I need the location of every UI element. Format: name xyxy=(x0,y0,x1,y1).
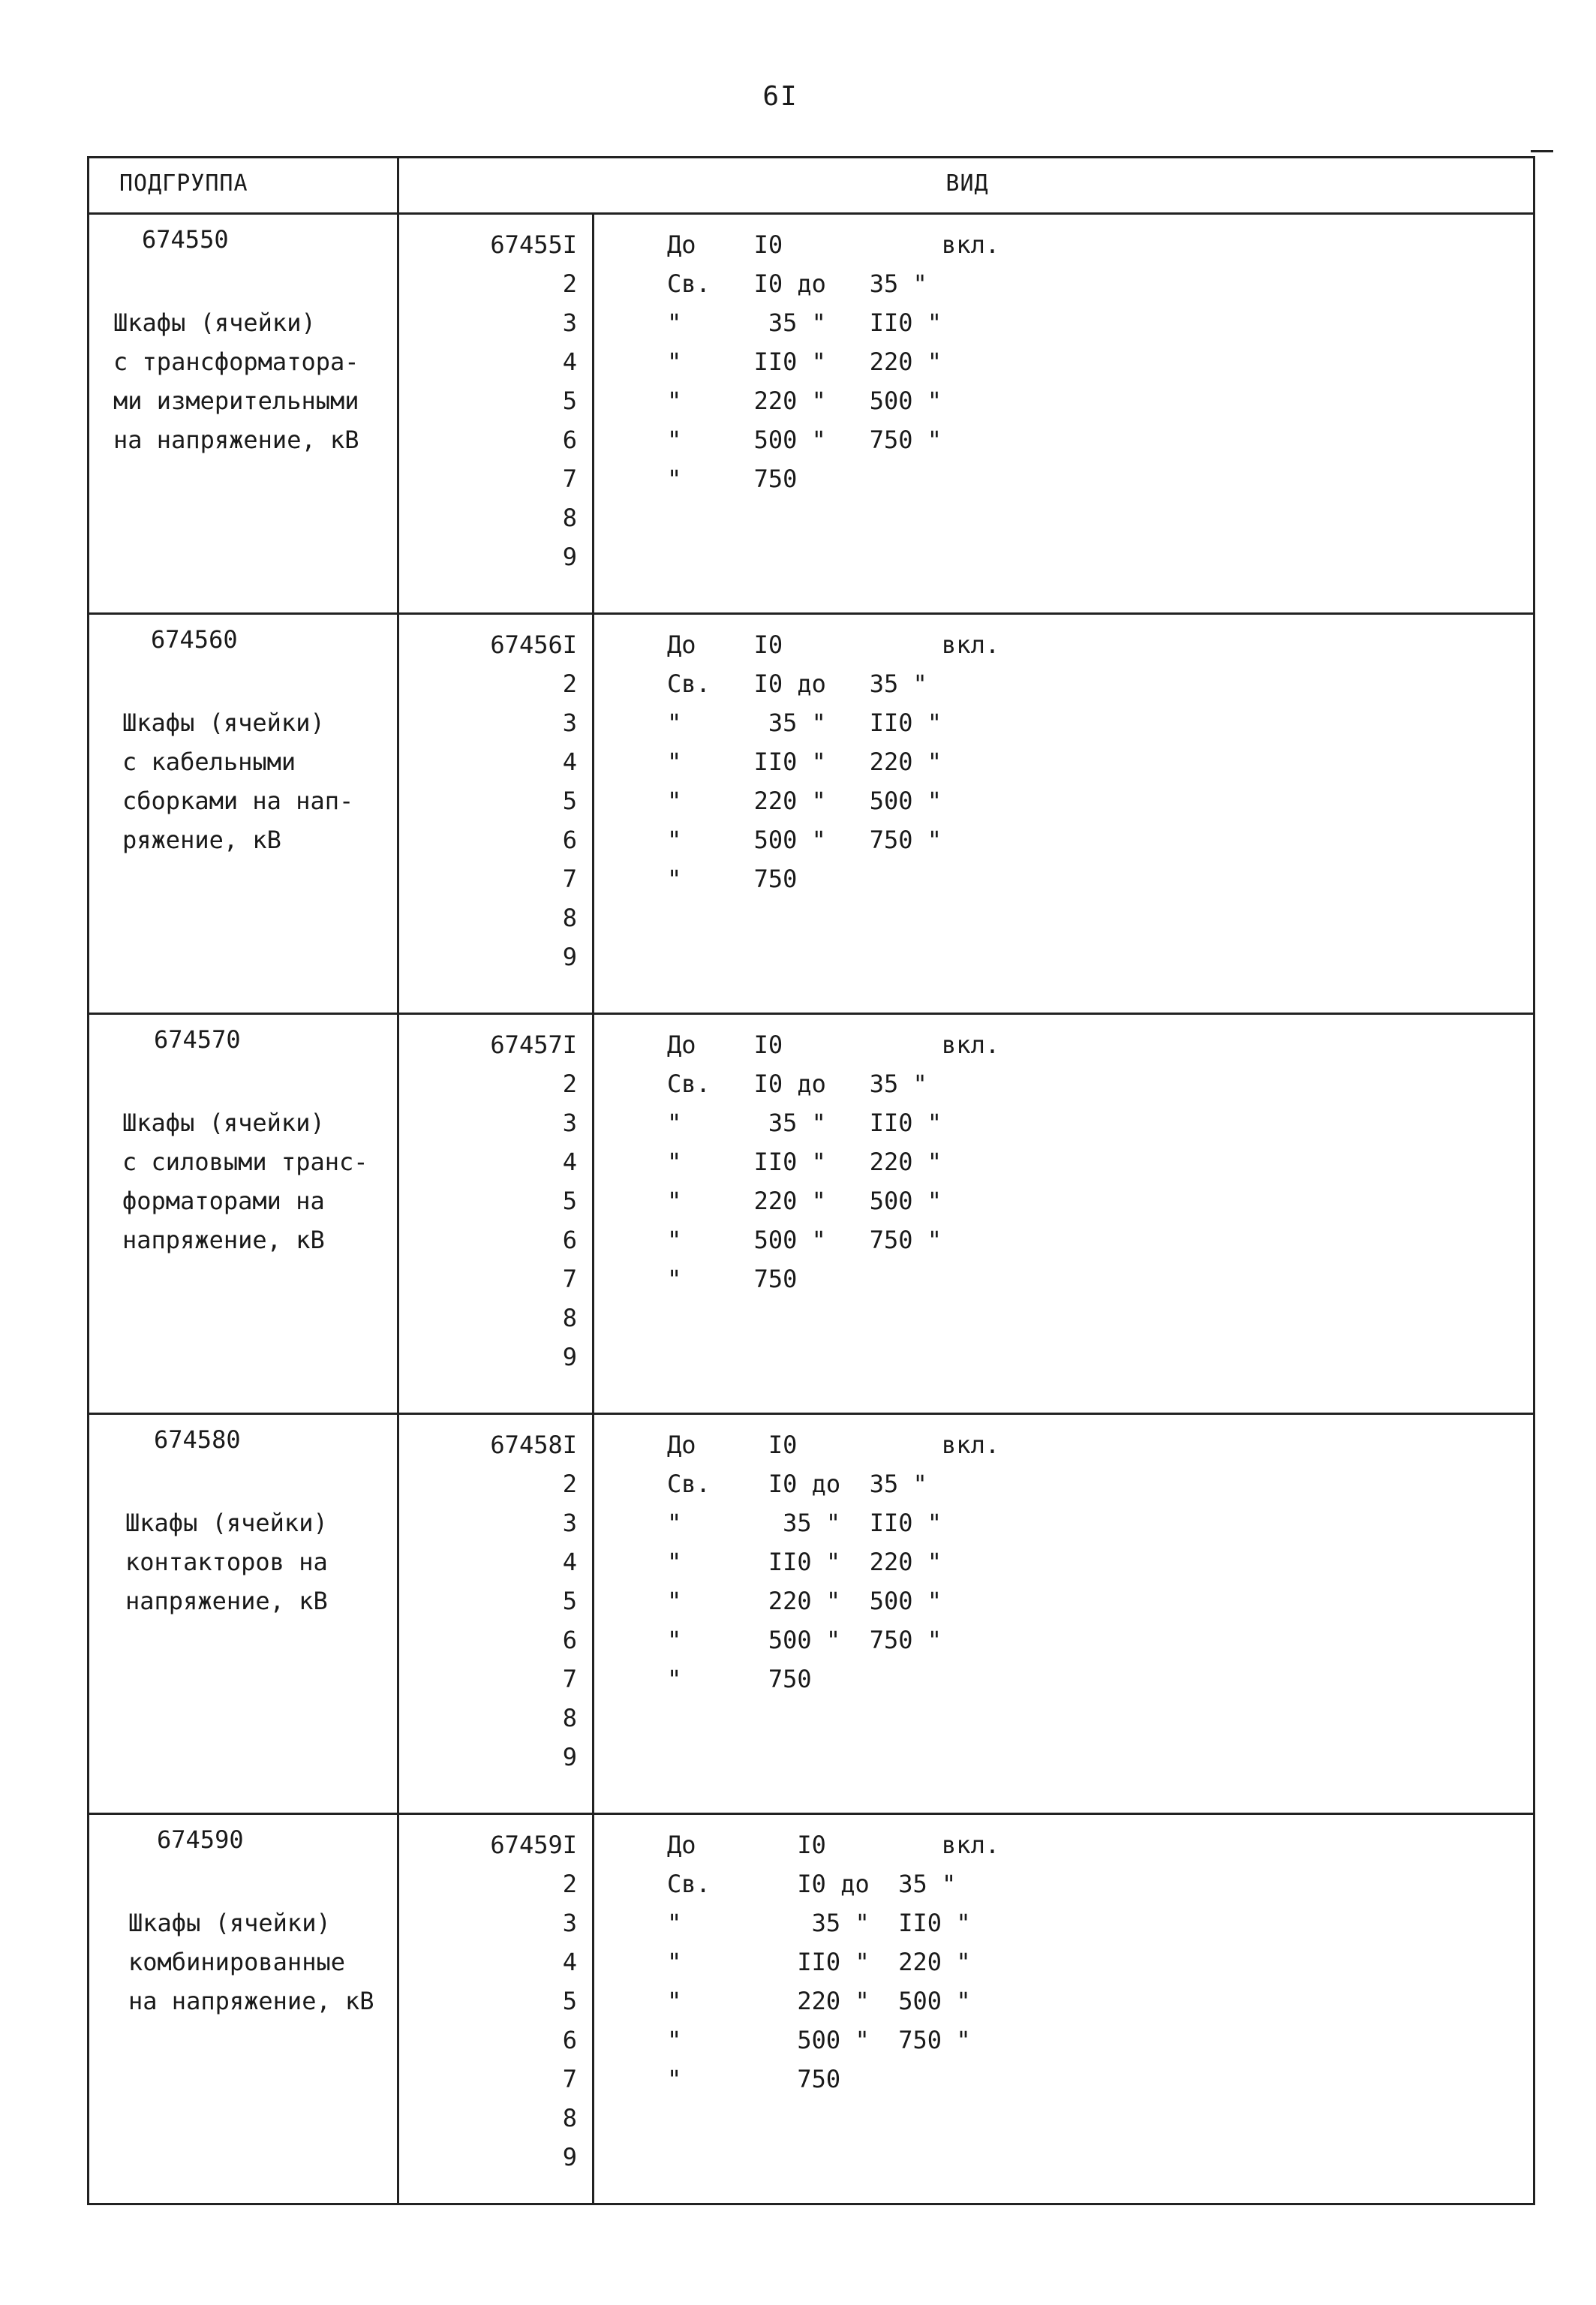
voltage-range: " II0 " 220 " xyxy=(667,748,942,776)
voltage-range: Св. I0 до 35 " xyxy=(667,269,927,298)
type-number: 9 xyxy=(562,943,577,971)
type-numbers xyxy=(442,625,577,976)
subgroup-description: Шкафы (ячейки) контакторов на напряжение, кВ xyxy=(125,1509,328,1615)
type-number: 7 xyxy=(562,1265,577,1293)
classification-table xyxy=(87,156,1535,2205)
subgroup-description: Шкафы (ячейки) с силовыми транс- форматорами на напряжение, кВ xyxy=(122,1109,368,1254)
subgroup-description: Шкафы (ячейки) комбинированные на напряжение, кВ xyxy=(128,1909,374,2015)
voltage-range: " 220 " 500 " xyxy=(667,1587,942,1615)
type-number: 5 xyxy=(562,1187,577,1215)
voltage-range: До I0 вкл. xyxy=(667,1831,1000,1859)
voltage-ranges xyxy=(667,1825,999,2099)
type-number: 5 xyxy=(562,387,577,415)
voltage-range: " 35 " II0 " xyxy=(667,1509,942,1537)
voltage-range: " II0 " 220 " xyxy=(667,1548,942,1576)
type-number: 8 xyxy=(562,1304,577,1332)
type-number: 4 xyxy=(562,348,577,376)
voltage-ranges xyxy=(667,1025,999,1298)
type-number: 9 xyxy=(562,543,577,571)
subgroup-code: 674590 xyxy=(157,1825,244,1854)
type-number: 3 xyxy=(562,308,577,337)
voltage-range: " 500 " 750 " xyxy=(667,2026,971,2054)
voltage-range: " 35 " II0 " xyxy=(667,1109,942,1137)
type-number: 7 xyxy=(562,465,577,493)
type-numbers xyxy=(442,1425,577,1777)
type-number: 2 xyxy=(562,670,577,698)
voltage-range: " 500 " 750 " xyxy=(667,426,942,454)
header-type: ВИД xyxy=(945,170,989,197)
type-number: 3 xyxy=(562,1509,577,1537)
type-number: 6 xyxy=(562,826,577,854)
type-number: 5 xyxy=(562,1587,577,1615)
type-number: 2 xyxy=(562,269,577,298)
voltage-range: " 220 " 500 " xyxy=(667,387,942,415)
type-number: 2 xyxy=(562,1870,577,1898)
type-number: 9 xyxy=(562,1343,577,1371)
page-number: 6I xyxy=(762,81,798,112)
table-row xyxy=(89,1015,1533,1413)
type-number: 2 xyxy=(562,1070,577,1098)
type-number: 3 xyxy=(562,1109,577,1137)
type-number: 6 xyxy=(562,426,577,454)
voltage-range: " 500 " 750 " xyxy=(667,826,942,854)
type-number: 4 xyxy=(562,1548,577,1576)
voltage-range: Св. I0 до 35 " xyxy=(667,1070,927,1098)
table-row xyxy=(89,615,1533,1013)
voltage-range: " 750 xyxy=(667,2065,841,2093)
type-number: 67455I xyxy=(490,230,577,259)
type-number: 7 xyxy=(562,865,577,893)
type-number: 3 xyxy=(562,1909,577,1937)
type-numbers xyxy=(442,225,577,576)
type-number: 67456I xyxy=(490,630,577,659)
type-number: 5 xyxy=(562,787,577,815)
type-number: 6 xyxy=(562,2026,577,2054)
voltage-ranges xyxy=(667,625,999,898)
type-number: 8 xyxy=(562,904,577,932)
subgroup-code: 674560 xyxy=(151,625,238,654)
voltage-range: Св. I0 до 35 " xyxy=(667,1470,927,1498)
voltage-range: " 750 xyxy=(667,1265,798,1293)
table-row xyxy=(89,1815,1533,2205)
type-number: 8 xyxy=(562,1704,577,1732)
voltage-ranges xyxy=(667,225,999,498)
voltage-ranges xyxy=(667,1425,999,1699)
voltage-range: " II0 " 220 " xyxy=(667,1148,942,1176)
voltage-range: " 35 " II0 " xyxy=(667,308,942,337)
type-number: 67458I xyxy=(490,1431,577,1459)
voltage-range: " II0 " 220 " xyxy=(667,1948,971,1976)
voltage-range: " 220 " 500 " xyxy=(667,1987,971,2015)
header-subgroup: ПОДГРУППА xyxy=(119,170,248,197)
voltage-range: " 35 " II0 " xyxy=(667,1909,971,1937)
voltage-range: " 500 " 750 " xyxy=(667,1226,942,1254)
type-number: 4 xyxy=(562,1948,577,1976)
type-number: 6 xyxy=(562,1626,577,1654)
subgroup-code: 674550 xyxy=(142,225,229,254)
voltage-range: " 35 " II0 " xyxy=(667,709,942,737)
subgroup-code: 674570 xyxy=(154,1025,241,1054)
frame-top-extension xyxy=(1531,150,1553,152)
voltage-range: " 750 xyxy=(667,1665,812,1693)
type-number: 9 xyxy=(562,1743,577,1771)
voltage-range: Св. I0 до 35 " xyxy=(667,670,927,698)
voltage-range: До I0 вкл. xyxy=(667,630,1000,659)
voltage-range: " II0 " 220 " xyxy=(667,348,942,376)
voltage-range: Св. I0 до 35 " xyxy=(667,1870,957,1898)
voltage-range: " 220 " 500 " xyxy=(667,1187,942,1215)
table-row xyxy=(89,215,1533,612)
type-numbers xyxy=(442,1825,577,2177)
voltage-range: До I0 вкл. xyxy=(667,230,1000,259)
type-number: 4 xyxy=(562,748,577,776)
voltage-range: " 750 xyxy=(667,865,798,893)
type-number: 67459I xyxy=(490,1831,577,1859)
type-number: 8 xyxy=(562,2104,577,2132)
subgroup-code: 674580 xyxy=(154,1425,241,1454)
type-number: 7 xyxy=(562,1665,577,1693)
type-number: 4 xyxy=(562,1148,577,1176)
voltage-range: До I0 вкл. xyxy=(667,1431,1000,1459)
type-number: 7 xyxy=(562,2065,577,2093)
type-number: 3 xyxy=(562,709,577,737)
voltage-range: " 500 " 750 " xyxy=(667,1626,942,1654)
type-number: 2 xyxy=(562,1470,577,1498)
type-number: 6 xyxy=(562,1226,577,1254)
subgroup-description: Шкафы (ячейки) с трансформатора- ми измерительными на напряжение, кВ xyxy=(113,308,359,454)
type-numbers xyxy=(442,1025,577,1377)
voltage-range: " 220 " 500 " xyxy=(667,787,942,815)
subgroup-description: Шкафы (ячейки) с кабельными сборками на нап- ряжение, кВ xyxy=(122,709,354,854)
voltage-range: " 750 xyxy=(667,465,798,493)
type-number: 8 xyxy=(562,504,577,532)
type-number: 67457I xyxy=(490,1031,577,1059)
table-row xyxy=(89,1415,1533,1813)
type-number: 5 xyxy=(562,1987,577,2015)
voltage-range: До I0 вкл. xyxy=(667,1031,1000,1059)
type-number: 9 xyxy=(562,2143,577,2171)
